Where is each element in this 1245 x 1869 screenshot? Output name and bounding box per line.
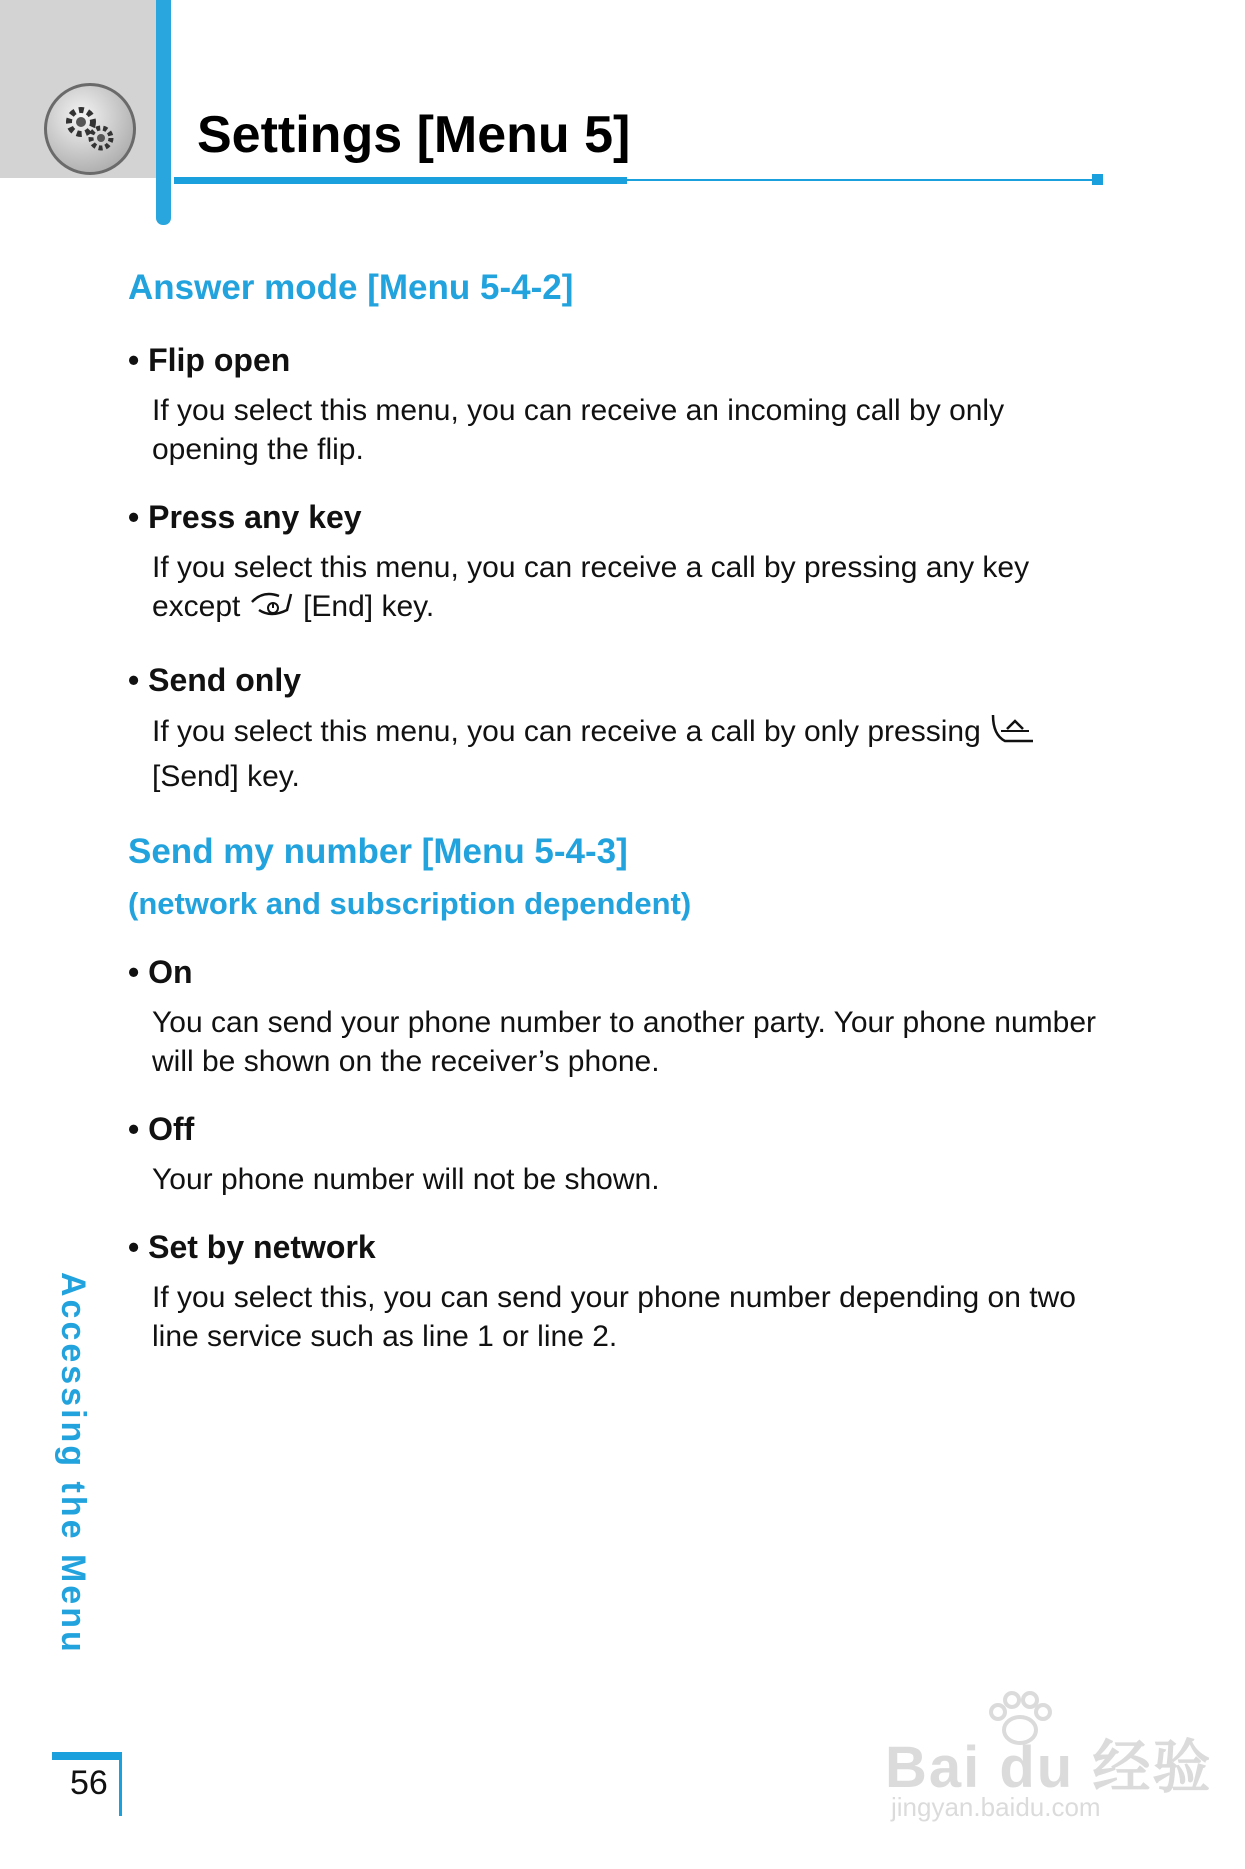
page-number: 56 [70,1764,108,1802]
watermark-text: Bai du 经验 [885,1735,1213,1800]
page-number-rule [119,1760,122,1816]
item-flip-open [128,342,1118,469]
section-title-send-my-number: Send my number [Menu 5-4-3] [128,832,628,871]
item-title: • Set by network [128,1229,376,1265]
item-on [128,954,1118,1081]
item-description-text: If you select this menu, you can receive a call by only pressing [152,715,981,748]
section-subtitle: (network and subscription dependent) [128,886,692,921]
end-key-icon [249,588,295,632]
item-description: If you select this, you can send your phone number depending on two line service such as line 1 or line 2. [152,1281,1076,1353]
side-chapter-label-text: Accessing the Menu [54,1272,92,1655]
title-rule [627,179,1097,181]
item-title: • Press any key [128,499,362,535]
item-description-text: [Send] key. [152,760,300,793]
item-send-only [128,662,1118,796]
settings-gear-icon [44,83,136,175]
item-title: • Flip open [128,342,291,378]
item-press-any-key [128,499,1118,632]
item-title: • Off [128,1111,195,1147]
watermark-url: jingyan.baidu.com [891,1792,1101,1822]
side-chapter-label [54,1272,98,1742]
page-title: Settings [Menu 5] [197,106,631,164]
title-rule-end [1092,174,1103,185]
item-title: • Send only [128,662,301,698]
item-set-by-network [128,1229,1118,1356]
item-title: • On [128,954,193,990]
send-key-icon [989,711,1035,757]
item-description: If you select this menu, you can receive an incoming call by only opening the flip. [152,394,1005,466]
title-underline [174,177,627,184]
header-vertical-bar [156,0,171,225]
item-description [152,711,1118,796]
section-title-answer-mode: Answer mode [Menu 5-4-2] [128,268,574,307]
item-description: You can send your phone number to another party. Your phone number will be shown on the receiver’s phone. [152,1006,1097,1078]
item-description-text: [End] key. [303,590,435,623]
item-description-text: If you select this menu, you can receive a call by pressing any key except [152,551,1030,623]
item-description: Your phone number will not be shown. [152,1163,660,1196]
item-off [128,1111,1118,1199]
item-description [152,548,1118,632]
page-content [128,268,1118,1356]
baidu-watermark [885,1690,1213,1822]
page-number-bar [52,1752,122,1760]
